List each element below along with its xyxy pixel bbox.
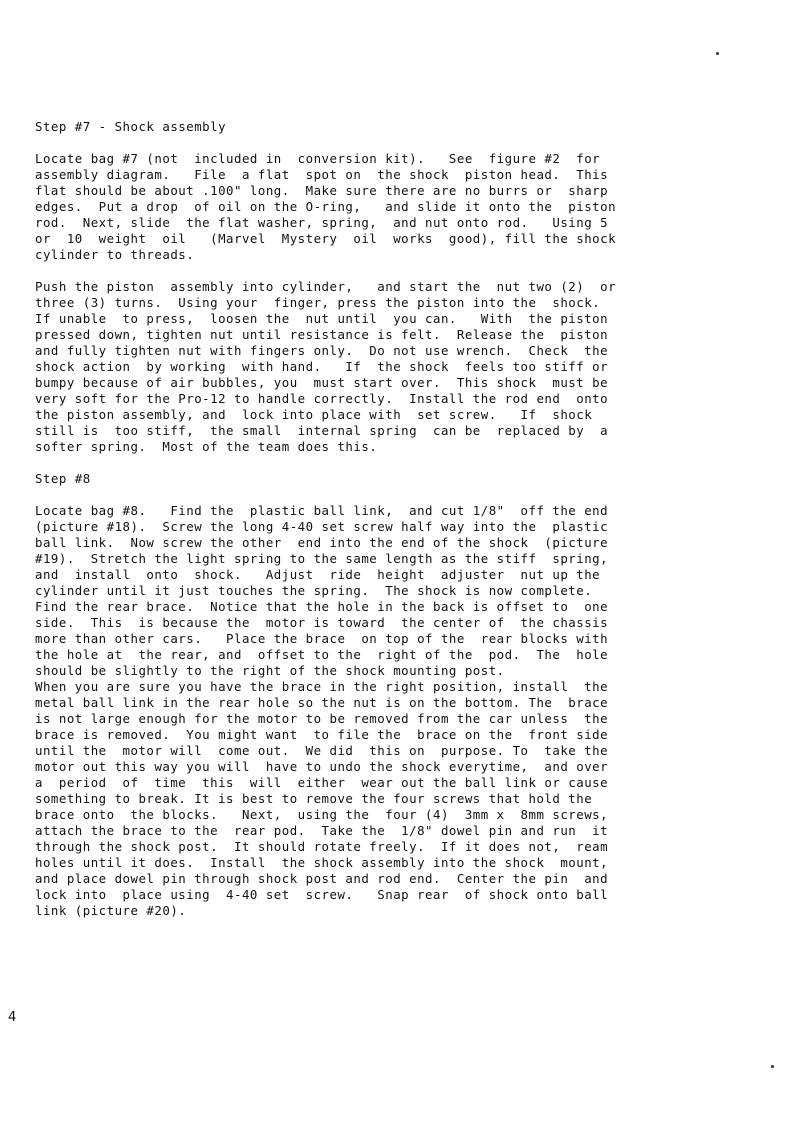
text-line: cylinder until it just touches the spring. The shock is now complete.: [35, 583, 593, 598]
text-line: and fully tighten nut with fingers only. Do not use wrench. Check the: [35, 343, 609, 358]
step-8-heading: Step #8: [35, 471, 91, 486]
text-line: something to break. It is best to remove the four screws that hold the: [35, 791, 593, 806]
spacer: [35, 455, 740, 471]
scan-speck: [716, 52, 719, 55]
text-line: When you are sure you have the brace in the right position, install the: [35, 679, 609, 694]
text-line: brace is removed. You might want to file the brace on the front side: [35, 727, 609, 742]
text-line: link (picture #20).: [35, 903, 187, 918]
text-line: the hole at the rear, and offset to the right of the pod. The hole: [35, 647, 609, 662]
text-line: Push the piston assembly into cylinder, and start the nut two (2) or: [35, 279, 617, 294]
scan-speck: [771, 1065, 774, 1068]
text-line: should be slightly to the right of the shock mounting post.: [35, 663, 505, 678]
text-line: cylinder to threads.: [35, 247, 195, 262]
text-line: shock action by working with hand. If the shock feels too stiff or: [35, 359, 609, 374]
text-line: Locate bag #8. Find the plastic ball link, and cut 1/8" off the end: [35, 503, 609, 518]
text-line: through the shock post. It should rotate freely. If it does not, ream: [35, 839, 609, 854]
text-line: metal ball link in the rear hole so the nut is on the bottom. The brace: [35, 695, 609, 710]
text-line: attach the brace to the rear pod. Take the 1/8" dowel pin and run it: [35, 823, 609, 838]
text-line: three (3) turns. Using your finger, press the piston into the shock.: [35, 295, 601, 310]
step-8-paragraph-1: [35, 503, 740, 919]
text-line: more than other cars. Place the brace on top of the rear blocks with: [35, 631, 609, 646]
text-line: bumpy because of air bubbles, you must start over. This shock must be: [35, 375, 609, 390]
text-line: Locate bag #7 (not included in conversion kit). See figure #2 for: [35, 151, 601, 166]
text-line: flat should be about .100" long. Make sure there are no burrs or sharp: [35, 183, 609, 198]
text-line: side. This is because the motor is toward the center of the chassis: [35, 615, 609, 630]
text-line: a period of time this will either wear out the ball link or cause: [35, 775, 609, 790]
text-line: assembly diagram. File a flat spot on the shock piston head. This: [35, 167, 609, 182]
text-line: motor out this way you will have to undo the shock everytime, and over: [35, 759, 609, 774]
step-7-paragraph-1: [35, 151, 740, 263]
text-line: or 10 weight oil (Marvel Mystery oil works good), fill the shock: [35, 231, 617, 246]
text-line: until the motor will come out. We did this on purpose. To take the: [35, 743, 609, 758]
spacer: [35, 487, 740, 503]
page-number: 4: [8, 1010, 17, 1025]
step-7-paragraph-2: [35, 279, 740, 455]
text-line: ball link. Now screw the other end into the end of the shock (picture: [35, 535, 609, 550]
text-line: the piston assembly, and lock into place with set screw. If shock: [35, 407, 593, 422]
text-line: and place dowel pin through shock post and rod end. Center the pin and: [35, 871, 609, 886]
text-line: If unable to press, loosen the nut until you can. With the piston: [35, 311, 609, 326]
text-line: brace onto the blocks. Next, using the four (4) 3mm x 8mm screws,: [35, 807, 609, 822]
text-line: holes until it does. Install the shock assembly into the shock mount,: [35, 855, 609, 870]
text-line: softer spring. Most of the team does this.: [35, 439, 378, 454]
text-line: edges. Put a drop of oil on the O-ring, and slide it onto the piston: [35, 199, 617, 214]
text-line: pressed down, tighten nut until resistance is felt. Release the piston: [35, 327, 609, 342]
text-line: and install onto shock. Adjust ride height adjuster nut up the: [35, 567, 601, 582]
text-line: (picture #18). Screw the long 4-40 set screw half way into the plastic: [35, 519, 609, 534]
text-line: still is too stiff, the small internal spring can be replaced by a: [35, 423, 609, 438]
spacer: [35, 135, 740, 151]
step-7-heading: Step #7 - Shock assembly: [35, 119, 227, 134]
text-line: very soft for the Pro-12 to handle correctly. Install the rod end onto: [35, 391, 609, 406]
document-body: [35, 119, 740, 919]
text-line: #19). Stretch the light spring to the same length as the stiff spring,: [35, 551, 609, 566]
spacer: [35, 263, 740, 279]
text-line: is not large enough for the motor to be removed from the car unless the: [35, 711, 609, 726]
text-line: Find the rear brace. Notice that the hole in the back is offset to one: [35, 599, 609, 614]
text-line: rod. Next, slide the flat washer, spring, and nut onto rod. Using 5: [35, 215, 609, 230]
text-line: lock into place using 4-40 set screw. Snap rear of shock onto ball: [35, 887, 609, 902]
